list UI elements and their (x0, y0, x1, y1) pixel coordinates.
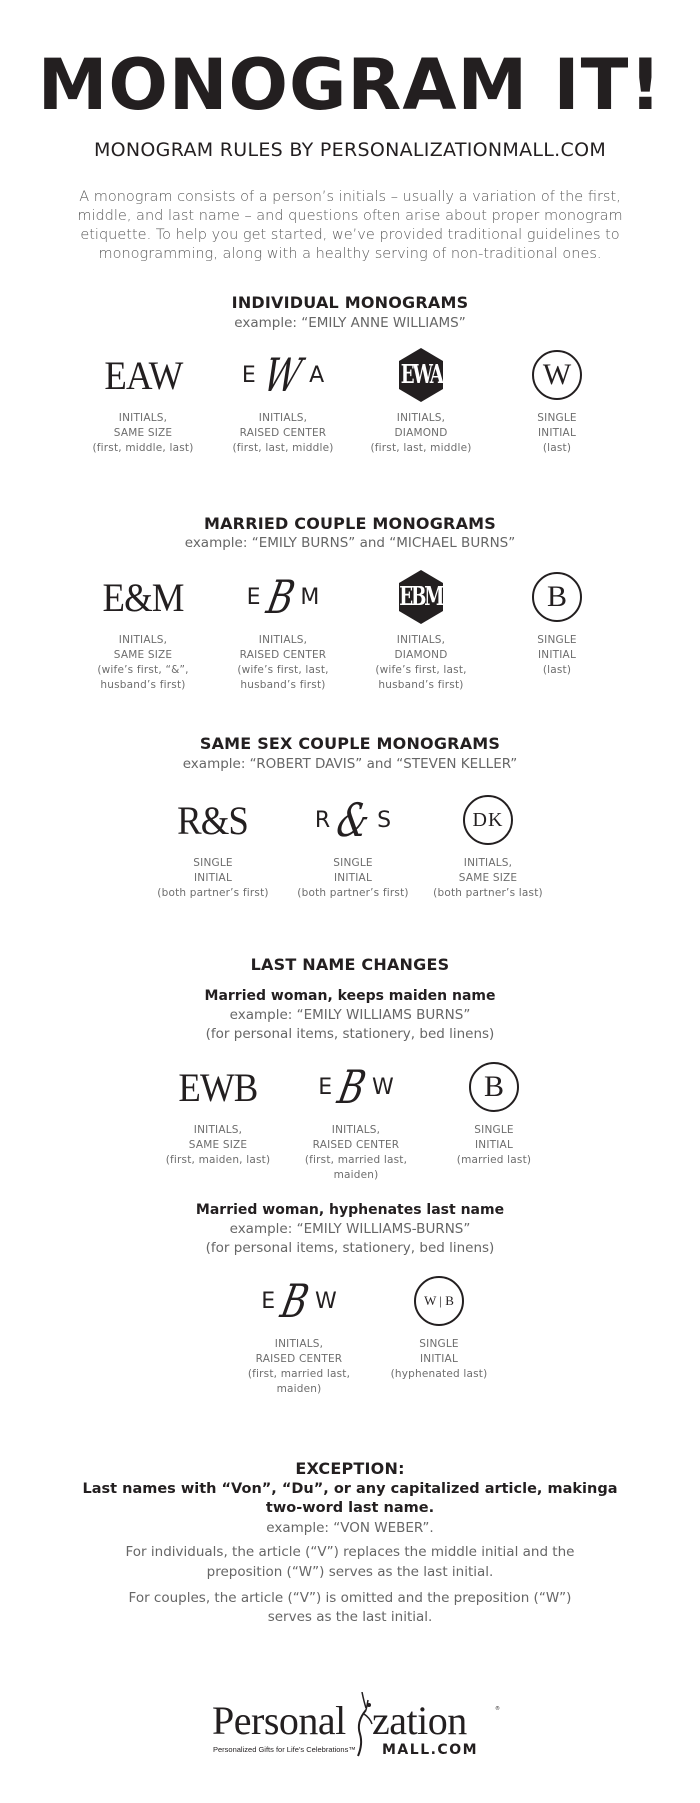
circle-monogram-icon: DK (463, 795, 513, 845)
monogram-label: SINGLE (193, 857, 233, 869)
monogram-same-sex-raised-center (278, 790, 428, 901)
monogram-label: RAISED CENTER (255, 1353, 343, 1365)
monogram-center-script-letter: B (262, 570, 299, 624)
monogram-label: SINGLE (333, 857, 373, 869)
monogram-label: maiden) (333, 1169, 379, 1181)
monogram-glyph: R&S (177, 797, 249, 843)
monogram-label: SINGLE (419, 1338, 459, 1350)
monogram-same-sex-circle (413, 790, 563, 901)
monogram-label: (both partner’s first) (297, 887, 409, 899)
monogram-label: (first, married last, (247, 1368, 351, 1380)
monogram-right-letter: A (309, 362, 325, 388)
monogram-individual-same-size (68, 345, 218, 456)
section-heading-same-sex: SAME SEX COUPLE MONOGRAMS (199, 734, 501, 753)
monogram-label: INITIALS, (274, 1338, 324, 1350)
circle-monogram-icon: B (532, 572, 582, 622)
monogram-label: INITIALS, (396, 412, 446, 424)
exception-heading: EXCEPTION: (295, 1459, 405, 1478)
monogram-individual-diamond (346, 345, 496, 456)
logo-word-right: zation (372, 1698, 467, 1743)
circle-monogram-icon: W | B (414, 1276, 464, 1326)
logo-tagline: Personalized Gifts for Life’s Celebrations™ (213, 1745, 356, 1754)
monogram-left-letter: E (241, 362, 256, 388)
monogram-glyph: EWA (400, 360, 442, 390)
monogram-label: SINGLE (537, 634, 577, 646)
monogram-married-circle (482, 567, 632, 678)
monogram-married-same-size (68, 567, 218, 693)
monogram-label: husband’s first) (378, 679, 464, 691)
page-title: MONOGRAM IT! (37, 44, 663, 126)
monogram-label: RAISED CENTER (239, 427, 327, 439)
example-individual: example: “EMILY ANNE WILLIAMS” (234, 315, 466, 331)
monogram-label: SAME SIZE (188, 1139, 248, 1151)
monogram-label: INITIALS, (193, 1124, 243, 1136)
example-hyphen: example: “EMILY WILLIAMS-BURNS” (229, 1221, 471, 1237)
leaping-figure-icon (354, 1692, 374, 1762)
monogram-center-script-ampersand: & (332, 793, 375, 847)
monogram-label: RAISED CENTER (239, 649, 327, 661)
monogram-label: INITIAL (475, 1139, 513, 1151)
monogram-left-letter: E (246, 584, 261, 610)
diamond-monogram-icon (397, 569, 445, 625)
monogram-married-diamond (346, 567, 496, 693)
exception-example: example: “VON WEBER”. (266, 1520, 434, 1536)
monogram-label: SAME SIZE (113, 649, 173, 661)
monogram-right-letter: S (377, 807, 392, 833)
monogram-married-raised-center (208, 567, 358, 693)
section-heading-individual: INDIVIDUAL MONOGRAMS (231, 293, 469, 312)
monogram-label: (first, married last, (304, 1154, 408, 1166)
monogram-label: DIAMOND (394, 427, 448, 439)
monogram-same-sex-same-size (138, 790, 288, 901)
monogram-label: SINGLE (474, 1124, 514, 1136)
exception-couples-line2: serves as the last initial. (267, 1609, 433, 1625)
monogram-individual-raised-center (208, 345, 358, 456)
monogram-maiden-circle (419, 1057, 569, 1168)
logo-domain: MALL.COM (382, 1742, 479, 1758)
monogram-label: (first, middle, last) (92, 442, 194, 454)
monogram-label: INITIALS, (463, 857, 513, 869)
monogram-glyph: EAW (103, 352, 183, 398)
monogram-hyphen-raised-center (224, 1271, 374, 1397)
example-married: example: “EMILY BURNS” and “MICHAEL BURNS” (184, 535, 516, 551)
monogram-left-letter: E (318, 1074, 333, 1100)
monogram-label: (first, last, middle) (370, 442, 472, 454)
monogram-label: INITIAL (538, 427, 576, 439)
subheading-maiden: Married woman, keeps maiden name (204, 988, 496, 1004)
monogram-label: (first, last, middle) (232, 442, 334, 454)
monogram-label: INITIALS, (396, 634, 446, 646)
monogram-label: INITIALS, (118, 412, 168, 424)
monogram-label: INITIAL (420, 1353, 458, 1365)
exception-couples-line1: For couples, the article (“V”) is omitted and the preposition (“W”) (128, 1590, 572, 1606)
exception-individuals-line1: For individuals, the article (“V”) replaces the middle initial and the (125, 1544, 575, 1560)
example-maiden: example: “EMILY WILLIAMS BURNS” (229, 1007, 471, 1023)
monogram-center-script-letter: B (333, 1060, 371, 1114)
monogram-label: INITIAL (538, 649, 576, 661)
example-same-sex: example: “ROBERT DAVIS” and “STEVEN KELLER” (182, 756, 518, 772)
diamond-monogram-icon (397, 347, 445, 403)
monogram-label: INITIALS, (118, 634, 168, 646)
monogram-right-letter: M (300, 584, 320, 610)
monogram-label: husband’s first) (100, 679, 186, 691)
monogram-maiden-same-size (143, 1057, 293, 1168)
circle-monogram-icon: W (532, 350, 582, 400)
exception-rule-line1: Last names with “Von”, “Du”, or any capitalized article, makinga (82, 1481, 618, 1497)
monogram-label: SINGLE (537, 412, 577, 424)
monogram-label: (wife’s first, last, (375, 664, 467, 676)
monogram-label: (wife’s first, last, (237, 664, 329, 676)
monogram-center-script-letter: B (276, 1274, 314, 1328)
section-heading-last-name: LAST NAME CHANGES (250, 955, 450, 974)
monogram-label: (hyphenated last) (390, 1368, 488, 1380)
monogram-hyphen-circle (364, 1271, 514, 1382)
monogram-label: SAME SIZE (458, 872, 518, 884)
monogram-label: (last) (542, 442, 572, 454)
monogram-label: (first, maiden, last) (165, 1154, 271, 1166)
monogram-label: (wife’s first, “&”, (97, 664, 189, 676)
monogram-left-letter: R (314, 807, 331, 833)
monogram-label: DIAMOND (394, 649, 448, 661)
section-heading-married: MARRIED COUPLE MONOGRAMS (203, 514, 497, 533)
monogram-label: INITIAL (334, 872, 372, 884)
note-maiden: (for personal items, stationery, bed linens) (205, 1026, 495, 1042)
monogram-center-script-letter: W (258, 348, 306, 402)
monogram-label: INITIALS, (331, 1124, 381, 1136)
monogram-label: (last) (542, 664, 572, 676)
logo-word-left: Personal (212, 1698, 346, 1743)
monogram-left-letter: E (261, 1288, 276, 1314)
monogram-label: RAISED CENTER (312, 1139, 400, 1151)
personalization-mall-logo[interactable] (210, 1700, 510, 1764)
monogram-glyph: EWB (178, 1064, 258, 1110)
exception-rule-line2: two-word last name. (265, 1500, 435, 1516)
monogram-right-letter: W (314, 1288, 337, 1314)
monogram-label: maiden) (276, 1383, 322, 1395)
monogram-label: husband’s first) (240, 679, 326, 691)
monogram-glyph: EBM (399, 582, 443, 612)
monogram-label: (both partner’s first) (157, 887, 269, 899)
circle-monogram-icon: B (469, 1062, 519, 1112)
monogram-glyph: E&M (102, 574, 184, 620)
monogram-label: INITIALS, (258, 412, 308, 424)
monogram-maiden-raised-center (281, 1057, 431, 1183)
exception-individuals-line2: preposition (“W”) serves as the last initial. (206, 1564, 494, 1580)
note-hyphen: (for personal items, stationery, bed linens) (205, 1240, 495, 1256)
registered-mark: ® (495, 1706, 500, 1712)
monogram-label: (married last) (456, 1154, 532, 1166)
monogram-label: SAME SIZE (113, 427, 173, 439)
monogram-label: (both partner’s last) (433, 887, 543, 899)
monogram-label: INITIALS, (258, 634, 308, 646)
page-subtitle: MONOGRAM RULES BY PERSONALIZATIONMALL.COM (93, 139, 607, 161)
monogram-label: INITIAL (194, 872, 232, 884)
subheading-hyphen: Married woman, hyphenates last name (195, 1202, 505, 1218)
monogram-right-letter: W (371, 1074, 394, 1100)
monogram-individual-circle (482, 345, 632, 456)
intro-paragraph: A monogram consists of a person’s initials – usually a variation of the first, middle, and last name – and questions often arise about proper monogram etiquette. To help you get started, we’ve provided traditional guidelines to monogramming, along with a healthy serving of non-traditional ones. (77, 189, 623, 262)
